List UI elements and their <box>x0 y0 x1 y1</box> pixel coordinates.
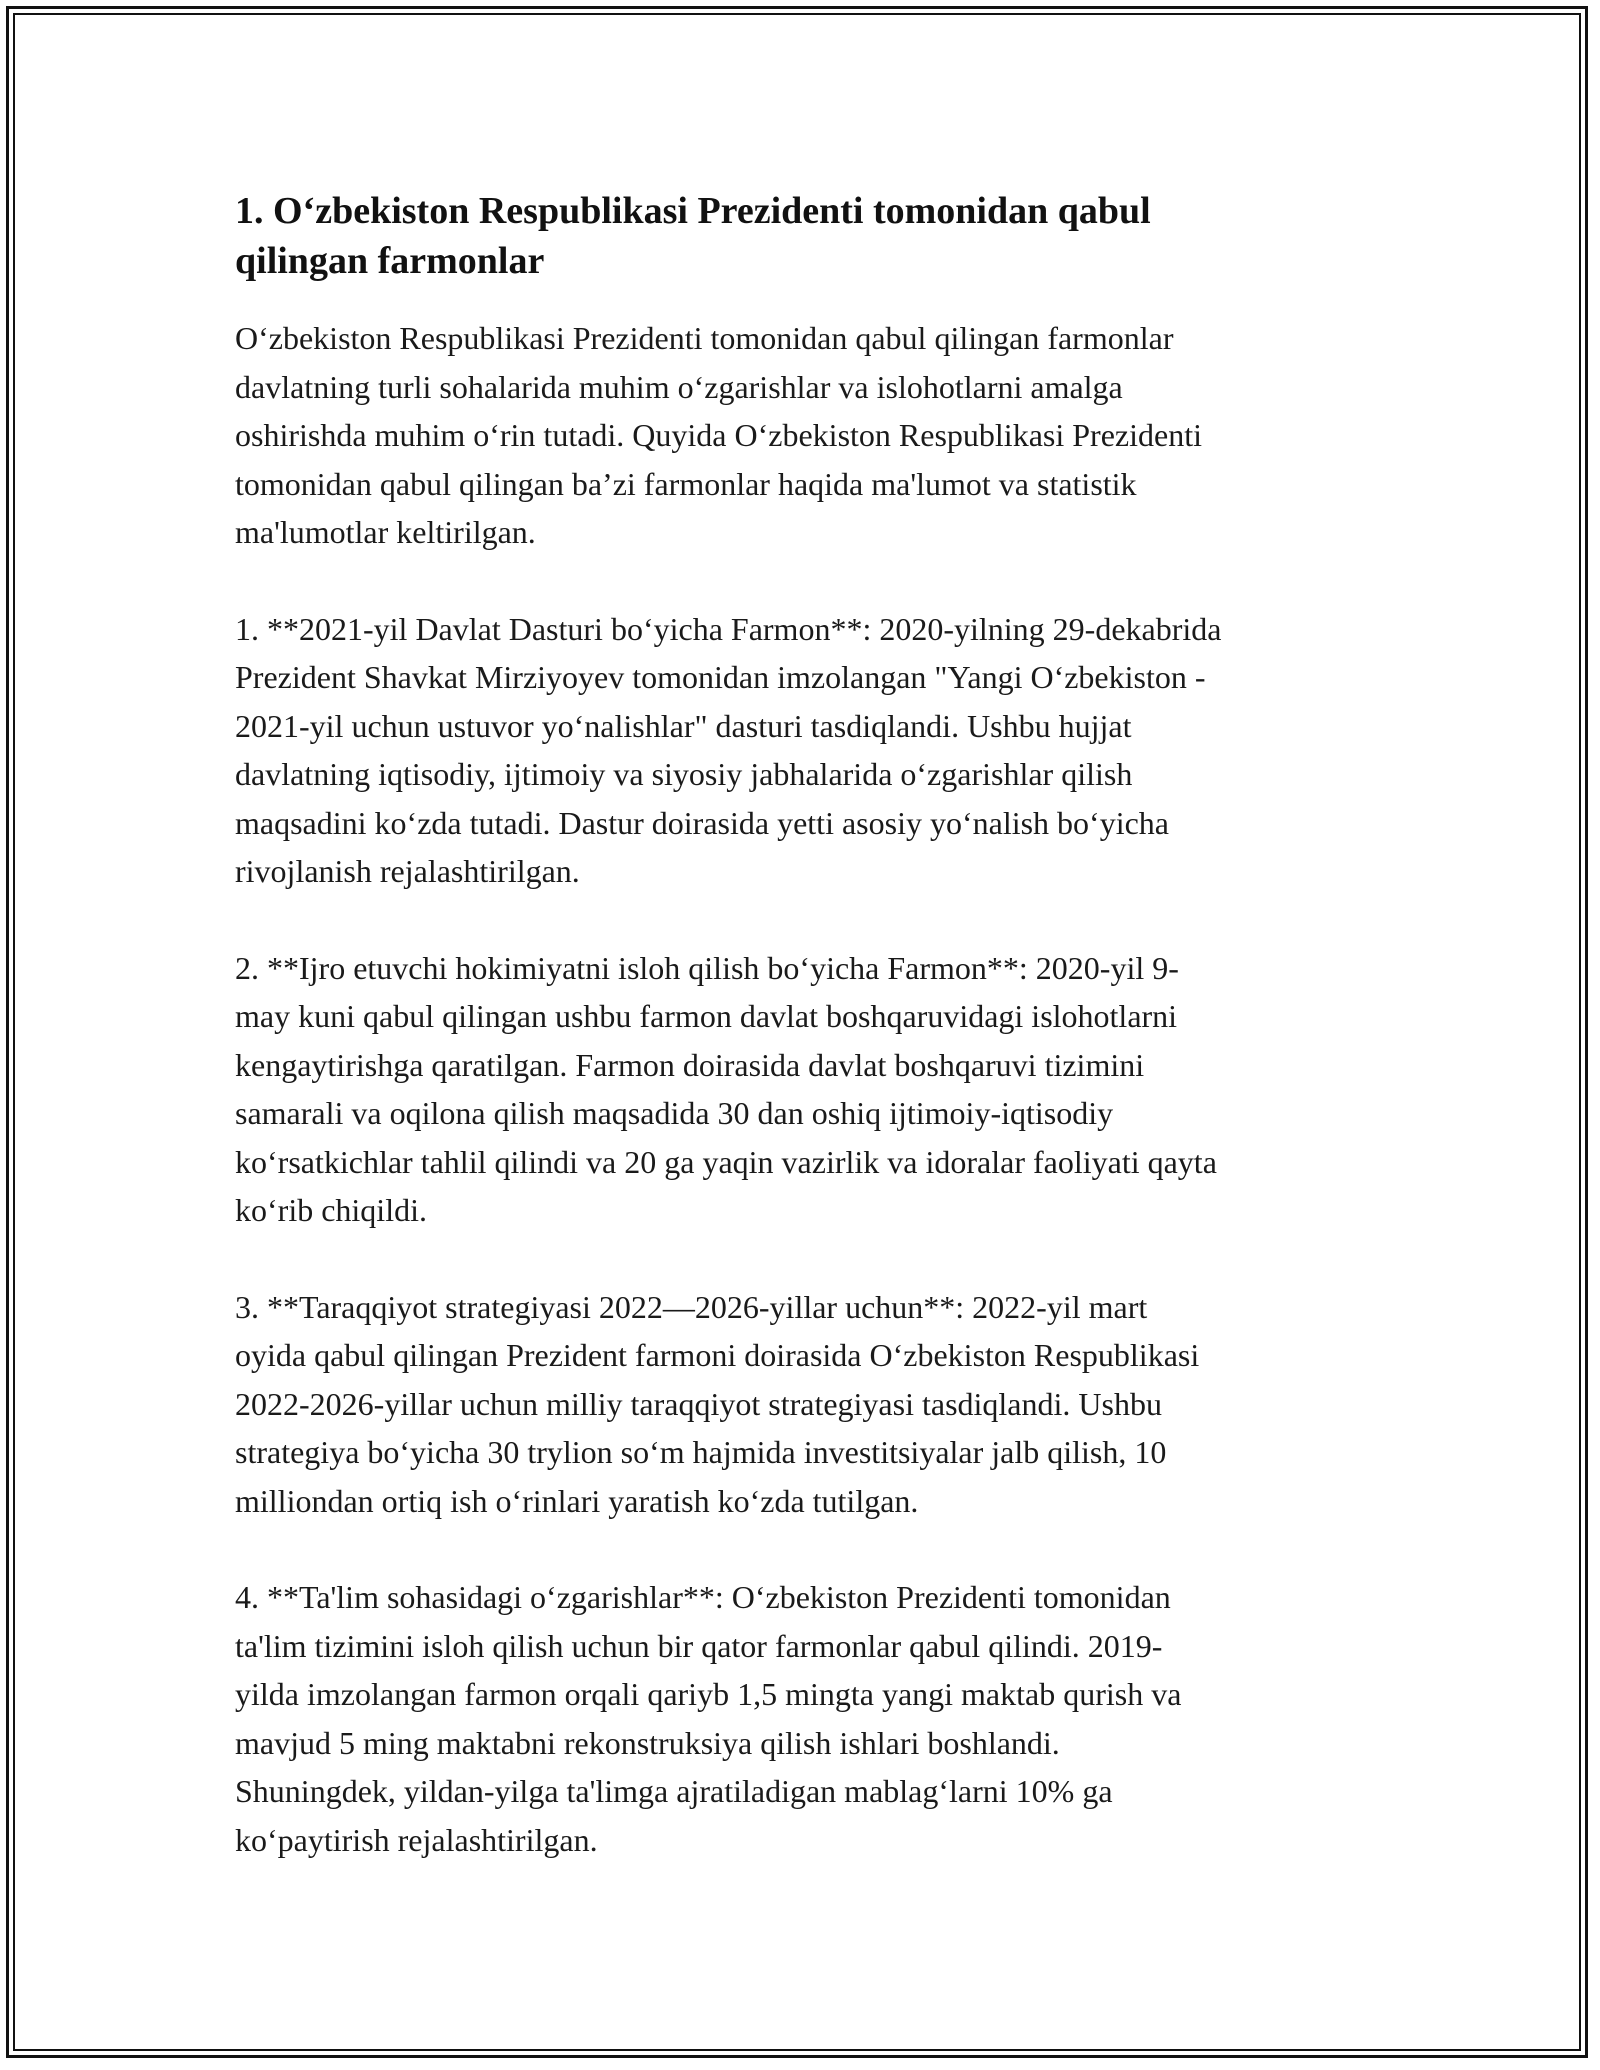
decree-item-3: 3. **Taraqqiyot strategiyasi 2022—2026-yillar uchun**: 2022-yil mart oyida qabul qilingan Prezident farmoni doirasida O‘zbekiston Respublikasi 2022-2026-yillar uchun milliy taraqqiyot strategiyasi tasdiqlandi. Ushbu strategiya bo‘yicha 30 trylion so‘m hajmida investitsiyalar jalb qilish, 10 milliondan ortiq ish o‘rinlari yaratish ko‘zda tutilgan. <box>235 1288 1200 1519</box>
decree-item-4: 4. **Ta'lim sohasidagi o‘zgarishlar**: O‘zbekiston Prezidenti tomonidan ta'lim tizimini isloh qilish uchun bir qator farmonlar qabul qilindi. 2019- yilda imzolangan farmon orqali qariyb 1,5 mingta yangi maktab qurish va mavjud 5 ming maktabni rekonstruksiya qilish ishlari boshlandi. Shuningdek, yildan-yilga ta'limga ajratiladigan mablag‘larni 10% ga ko‘paytirish rejalashtirilgan. <box>235 1579 1182 1858</box>
intro-paragraph: O‘zbekiston Respublikasi Prezidenti tomonidan qabul qilingan farmonlar davlatning turli sohalarida muhim o‘zgarishlar va islohotlarni amalga oshirishda muhim o‘rin tutadi. Quyida O‘zbekiston Respublikasi Prezidenti tomonidan qabul qilingan ba’zi farmonlar haqida ma'lumot va statistik ma'lumotlar keltirilgan. <box>235 320 1202 550</box>
decree-item-1: 1. **2021-yil Davlat Dasturi bo‘yicha Farmon**: 2020-yilning 29-dekabrida Prezident Shavkat Mirziyoyev tomonidan imzolangan "Yangi O‘zbekiston - 2021-yil uchun ustuvor yo‘nalishlar" dasturi tasdiqlandi. Ushbu hujjat davlatning iqtisodiy, ijtimoiy va siyosiy jabhalarida o‘zgarishlar qilish maqsadini ko‘zda tutadi. Dastur doirasida yetti asosiy yo‘nalish bo‘yicha rivojlanish rejalashtirilgan. <box>235 610 1222 889</box>
document-body <box>235 186 1375 1912</box>
decree-item-2: 2. **Ijro etuvchi hokimiyatni isloh qilish bo‘yicha Farmon**: 2020-yil 9- may kuni qabul qilingan ushbu farmon davlat boshqaruvidagi islohotlarni kengaytirishga qaratilgan. Farmon doirasida davlat boshqaruvi tizimini samarali va oqilona qilish maqsadida 30 dan oshiq ijtimoiy-iqtisodiy ko‘rsatkichlar tahlil qilindi va 20 ga yaqin vazirlik va idoralar faoliyati qayta ko‘rib chiqildi. <box>235 949 1217 1228</box>
document-heading: 1. O‘zbekiston Respublikasi Prezidenti tomonidan qabul qilingan farmonlar <box>235 190 1151 282</box>
